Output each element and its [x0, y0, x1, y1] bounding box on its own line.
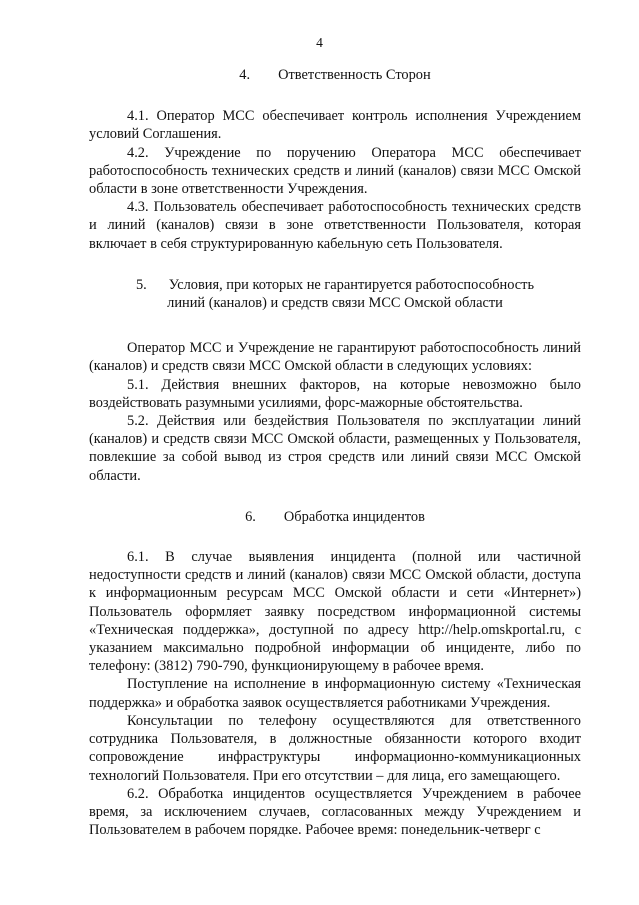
- paragraph-5-2: 5.2. Действия или бездействия Пользователя по эксплуатации линий (каналов) и средств связи МСС Омской области, размещенных у Пользователя, повлекшие за собой вывод из строя средств или линий связи МСС Омской области.: [89, 413, 581, 484]
- document-body: [89, 66, 581, 839]
- section-6-title: Обработка инцидентов: [283, 508, 425, 525]
- paragraph-5-intro: Оператор МСС и Учреждение не гарантируют работоспособность линий (каналов) и средств связи МСС Омской области в следующих условиях:: [89, 340, 581, 375]
- section-5-title-line2: линий (каналов) и средств связи МСС Омской области: [167, 295, 503, 312]
- paragraph-4-3: 4.3. Пользователь обеспечивает работоспособность технических средств и линий (каналов) связи в зоне ответственности Пользователя, которая включает в себя структурированную кабельную сеть Пользователя.: [89, 199, 581, 252]
- paragraph-4-2: 4.2. Учреждение по поручению Оператора МСС обеспечивает работоспособность технических средств и линий (каналов) связи МСС Омской области в зоне ответственности Учреждения.: [89, 144, 581, 198]
- paragraph-5-1: 5.1. Действия внешних факторов, на которые невозможно было воздействовать разумными усилиями, форс-мажорные обстоятельства.: [89, 376, 581, 411]
- section-6-number: 6.: [245, 508, 256, 525]
- section-6-heading: [89, 508, 581, 526]
- section-4-number: 4.: [239, 67, 251, 83]
- section-5-number: 5.: [135, 276, 147, 293]
- page-number: 4: [316, 35, 323, 50]
- paragraph-6-2: 6.2. Обработка инцидентов осуществляется Учреждением в рабочее время, за исключением случаев, согласованных между Учреждением и Пользователем в рабочем порядке. Рабочее время: понедельник-четверг с: [89, 785, 581, 839]
- section-4-title: Ответственность Сторон: [278, 67, 431, 83]
- paragraph-4-1: 4.1. Оператор МСС обеспечивает контроль исполнения Учреждением условий Соглашения.: [89, 108, 581, 143]
- paragraph-6-1-processing: Поступление на исполнение в информационную систему «Техническая поддержка» и обработка заявок осуществляется работниками Учреждения.: [89, 676, 581, 711]
- paragraph-6-1: 6.1. В случае выявления инцидента (полной или частичной недоступности средств и линий (каналов) связи МСС Омской области, доступа к информационным ресурсам МСС Омской области и сети «Интернет») Пользователь оформляет заявку посредством информационной системы «Техническая поддержка», доступной по адресу http://help.omskportal.ru, с указанием максимально подробной информации об инциденте, либо по телефону: (3812) 790-790, функционирующему в рабочее время.: [89, 549, 581, 675]
- section-4-heading: [89, 66, 581, 84]
- section-5-heading: [89, 276, 581, 312]
- paragraph-6-1-consultations: Консультации по телефону осуществляются для ответственного сотрудника Пользователя, в должностные обязанности которого входит сопровождение инфраструктуры информационно-коммуникационных технологий Пользователя. При его отсутствии – для лица, его замещающего.: [89, 712, 581, 784]
- section-5-title-line1: Условия, при которых не гарантируется работоспособность: [168, 276, 535, 293]
